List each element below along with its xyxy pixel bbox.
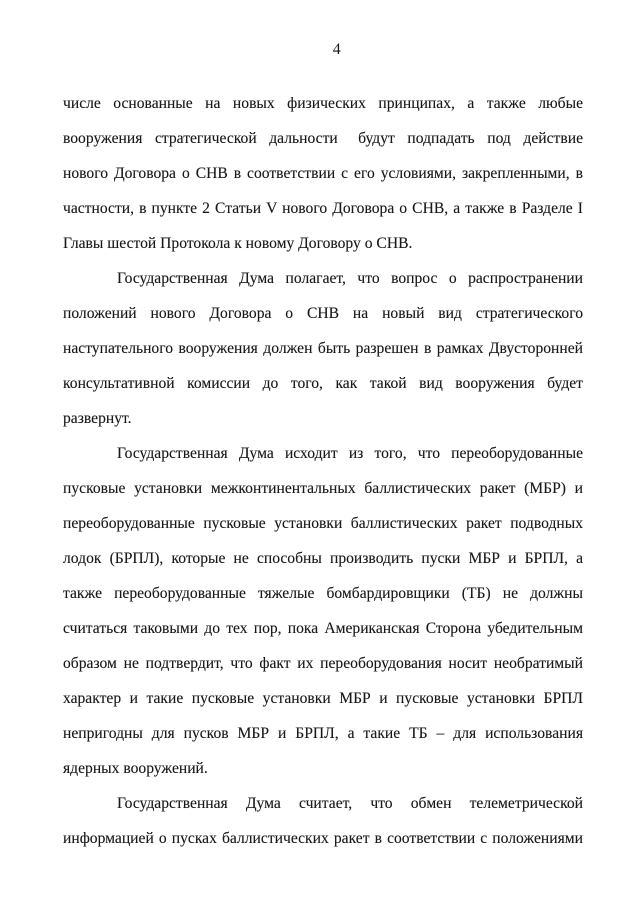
text-line: вооружения стратегической дальности будут подпадать под действие [63,130,583,147]
text-line: ядерных вооружений. [63,760,208,777]
text-line: частности, в пункте 2 Статьи V нового Договора о СНВ, а также в Разделе I [63,200,583,217]
text-line: пусковые установки межконтинентальных баллистических ракет (МБР) и [63,480,583,497]
page-number: 4 [332,41,342,58]
text-line: числе основанные на новых физических принципах, а также любые [63,95,583,112]
text-line: лодок (БРПЛ), которые не способны производить пуски МБР и БРПЛ, а [63,550,583,567]
text-line: Государственная Дума исходит из того, что переоборудованные [117,445,583,462]
text-line: Государственная Дума полагает, что вопрос о распространении [117,270,583,287]
text-line: считаться таковыми до тех пор, пока Американская Сторона убедительным [63,620,583,637]
text-line: характер и такие пусковые установки МБР и пусковые установки БРПЛ [63,690,583,707]
document-text-block [63,86,583,856]
paragraph [63,786,583,856]
paragraph [63,436,583,786]
text-line: нового Договора о СНВ в соответствии с его условиями, закрепленными, в [63,165,583,182]
text-line: консультативной комиссии до того, как такой вид вооружения будет [63,375,583,392]
text-line: положений нового Договора о СНВ на новый вид стратегического [63,305,583,322]
text-line: Государственная Дума считает, что обмен телеметрической [117,795,583,812]
text-line: развернут. [63,410,132,427]
text-line: переоборудованные пусковые установки баллистических ракет подводных [63,515,583,532]
paragraph [63,261,583,436]
text-line: также переоборудованные тяжелые бомбардировщики (ТБ) не должны [63,585,583,602]
text-line: непригодны для пусков МБР и БРПЛ, а такие ТБ – для использования [63,725,583,742]
text-line: наступательного вооружения должен быть разрешен в рамках Двусторонней [63,340,583,357]
text-line: образом не подтвердит, что факт их переоборудования носит необратимый [63,655,583,672]
text-line: информацией о пусках баллистических ракет в соответствии с положениями [63,830,583,847]
paragraph [63,86,583,261]
text-line: Главы шестой Протокола к новому Договору о СНВ. [63,235,413,252]
